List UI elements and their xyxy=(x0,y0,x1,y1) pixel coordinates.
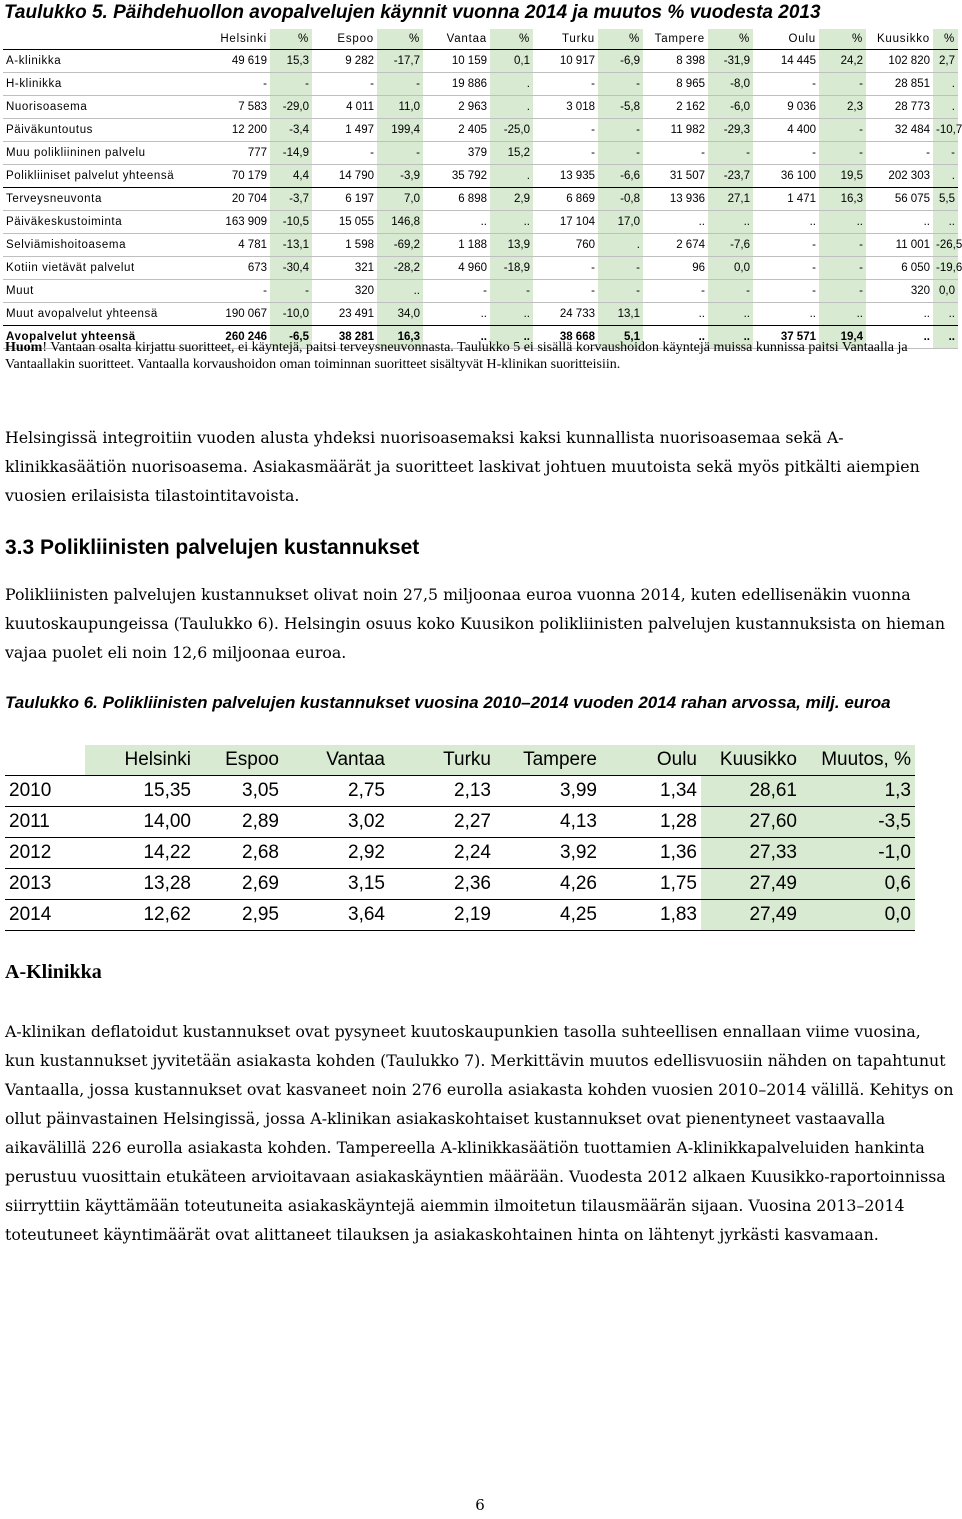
table5-header-cell: % xyxy=(708,29,753,50)
table6-row xyxy=(5,900,915,931)
table5-cell: .. xyxy=(423,211,490,234)
table5-cell: . xyxy=(933,165,958,188)
table6-cell: 4,26 xyxy=(495,869,601,900)
table5-cell: - xyxy=(753,280,819,303)
table5-cell: -6,0 xyxy=(708,96,753,119)
table5-cell: - xyxy=(753,142,819,165)
table5-cell: 5,1 xyxy=(598,326,643,349)
table6-year: 2012 xyxy=(5,838,85,869)
paragraph-youth-stations: Helsingissä integroitiin vuoden alusta yhdeksi nuorisoasemaksi kaksi kunnallista nuorisoasemaa sekä A-klinikkasäätiön nuorisoasema. Asiakasmäärät ja suoritteet laskivat johtuen muutoista sekä myös pitkälti aiempien vuosien erilaisista tilastointitavoista. xyxy=(5,428,920,505)
table5-row-label: Muu polikliininen palvelu xyxy=(3,142,199,165)
table5-cell: - xyxy=(199,280,270,303)
table5-cell: - xyxy=(490,280,533,303)
table6-cell: -1,0 xyxy=(801,838,915,869)
table5-row xyxy=(3,188,958,211)
table5-cell: -14,9 xyxy=(270,142,312,165)
table5-cell: 27,1 xyxy=(708,188,753,211)
table5-cell: 56 075 xyxy=(866,188,933,211)
table5-cell: 16,3 xyxy=(377,326,423,349)
table5-cell: 70 179 xyxy=(199,165,270,188)
table5-header-cell: % xyxy=(819,29,866,50)
table5-body xyxy=(3,50,962,349)
table5-cell: - xyxy=(643,280,708,303)
table5-header-cell: Kuusikko xyxy=(866,29,933,50)
table5-cell: 38 668 xyxy=(533,326,598,349)
table5-row-label: Avopalvelut yhteensä xyxy=(3,326,199,349)
table5-cell: 2 405 xyxy=(423,119,490,142)
table5-cell: 4 960 xyxy=(423,257,490,280)
table5-note xyxy=(5,339,955,373)
table5-row xyxy=(3,165,958,188)
table6-header-row xyxy=(5,745,915,776)
table6-year: 2010 xyxy=(5,776,85,807)
table5-cell: 3 018 xyxy=(533,96,598,119)
table5-cell: - xyxy=(753,257,819,280)
table5-cell: 34,0 xyxy=(377,303,423,326)
table6-cell: 3,02 xyxy=(283,807,389,838)
table5-cell: - xyxy=(312,142,377,165)
table6-cell: 4,13 xyxy=(495,807,601,838)
table6-cell: 1,75 xyxy=(601,869,701,900)
table5-cell: 9 036 xyxy=(753,96,819,119)
table6-cell: 27,33 xyxy=(701,838,801,869)
table5-cell: - xyxy=(312,73,377,96)
table5-cell: 199,4 xyxy=(377,119,423,142)
table5-cell: 28 851 xyxy=(866,73,933,96)
table5-cell: -28,2 xyxy=(377,257,423,280)
table6-cell: 2,13 xyxy=(389,776,495,807)
table5-cell: -5,8 xyxy=(598,96,643,119)
table5-cell: - xyxy=(819,142,866,165)
table6-cell: 4,25 xyxy=(495,900,601,931)
table5-cell: . xyxy=(933,96,958,119)
table5-cell: .. xyxy=(490,303,533,326)
table6-year: 2014 xyxy=(5,900,85,931)
table5-cell: .. xyxy=(643,303,708,326)
table5-cell: - xyxy=(423,280,490,303)
table5-header-cell: % xyxy=(490,29,533,50)
table5-cell: 11 001 xyxy=(866,234,933,257)
table5-cell: 379 xyxy=(423,142,490,165)
table6-cell: 1,28 xyxy=(601,807,701,838)
table5-cell: 1 471 xyxy=(753,188,819,211)
table5-cell: - xyxy=(377,73,423,96)
table5-cell: .. xyxy=(819,303,866,326)
table5-cell: 23 491 xyxy=(312,303,377,326)
table5-cell: -31,9 xyxy=(708,50,753,73)
table5-cell: - xyxy=(708,142,753,165)
table5-header-cell: Espoo xyxy=(312,29,377,50)
table6-header-cell: Vantaa xyxy=(283,745,389,776)
table5-cell: 0,1 xyxy=(490,50,533,73)
table5-cell: 6 050 xyxy=(866,257,933,280)
table5-row-label: A-klinikka xyxy=(3,50,199,73)
table5-cell: .. xyxy=(490,211,533,234)
table5-row-label: H-klinikka xyxy=(3,73,199,96)
table5-cell: .. xyxy=(708,303,753,326)
table5-cell: . xyxy=(490,73,533,96)
table6-cell: 2,24 xyxy=(389,838,495,869)
table5-cell: .. xyxy=(708,211,753,234)
table5-cell: - xyxy=(533,257,598,280)
table5-cell: - xyxy=(598,257,643,280)
table5-cell: - xyxy=(866,142,933,165)
table5-cell: .. xyxy=(643,211,708,234)
table5-cell: .. xyxy=(753,211,819,234)
table5-cell: - xyxy=(533,280,598,303)
table6-cell: -3,5 xyxy=(801,807,915,838)
table6-header-cell: Turku xyxy=(389,745,495,776)
table6-cell: 2,75 xyxy=(283,776,389,807)
table5-cell: -10,5 xyxy=(270,211,312,234)
table6-cell: 13,28 xyxy=(85,869,195,900)
table6-row xyxy=(5,776,915,807)
table5-row xyxy=(3,211,958,234)
table5-cell: .. xyxy=(819,211,866,234)
table5-cell: .. xyxy=(423,326,490,349)
table5-cell: - xyxy=(819,234,866,257)
table5-cell: - xyxy=(643,142,708,165)
table5-row-label: Selviämishoitoasema xyxy=(3,234,199,257)
table6-year: 2011 xyxy=(5,807,85,838)
table5-cell: 6 869 xyxy=(533,188,598,211)
table5-cell: .. xyxy=(423,303,490,326)
table5-row xyxy=(3,303,958,326)
table5-cell: - xyxy=(819,257,866,280)
table5-cell: 190 067 xyxy=(199,303,270,326)
table6-cell: 1,3 xyxy=(801,776,915,807)
note-text: ! Vantaan osalta kirjattu suoritteet, ei käyntejä, paitsi terveysneuvonnasta. Taulukko 5 ei sisällä korvaushoidon käyntejä muissa kunnissa paitsi Vantaalla ja Vantaallakin suoritteet. Vantaalla korvaushoidon oman toiminnan suoritteet sisältyvät H-klinikan suoritteisiin. xyxy=(5,340,908,372)
table6-cell: 28,61 xyxy=(701,776,801,807)
table6-header-cell: Oulu xyxy=(601,745,701,776)
table5-cell: 777 xyxy=(199,142,270,165)
table6-row xyxy=(5,869,915,900)
paragraph-costs: Polikliinisten palvelujen kustannukset olivat noin 27,5 miljoonaa euroa vuonna 2014, kuten edellisenäkin vuonna kuutoskaupungeissa (Taulukko 6). Helsingin osuus koko Kuusikon polikliinisten palvelujen kustannuksista on hieman vajaa puolet eli noin 12,6 miljoonaa euroa. xyxy=(5,585,946,662)
table5-cell: -0,8 xyxy=(598,188,643,211)
table6-header-cell: Kuusikko xyxy=(701,745,801,776)
table5-cell: - xyxy=(708,280,753,303)
table5-header-cell: % xyxy=(270,29,312,50)
table5-cell: -30,4 xyxy=(270,257,312,280)
table6-row xyxy=(5,807,915,838)
table5-cell: 102 820 xyxy=(866,50,933,73)
table5-cell: 15,2 xyxy=(490,142,533,165)
table5-cell: 96 xyxy=(643,257,708,280)
table5-cell: 260 246 xyxy=(199,326,270,349)
table5-row xyxy=(3,50,958,73)
table5-cell: 17 104 xyxy=(533,211,598,234)
table5-cell: - xyxy=(598,73,643,96)
table6-cell: 27,60 xyxy=(701,807,801,838)
table5-header-cell: Tampere xyxy=(643,29,708,50)
table6-cell: 2,92 xyxy=(283,838,389,869)
table5-cell: 1 598 xyxy=(312,234,377,257)
table6-cell: 2,89 xyxy=(195,807,283,838)
table5-cell: - xyxy=(598,119,643,142)
table5-cell: 13 935 xyxy=(533,165,598,188)
table5-cell: -6,5 xyxy=(270,326,312,349)
table5-cell: -25,0 xyxy=(490,119,533,142)
table5-cell: 320 xyxy=(312,280,377,303)
table6-header-cell: Helsinki xyxy=(85,745,195,776)
table5-cell: .. xyxy=(933,211,958,234)
table5-cell: 15,3 xyxy=(270,50,312,73)
table5-cell: - xyxy=(199,73,270,96)
table5-header-row xyxy=(3,29,958,50)
table5-cell: 321 xyxy=(312,257,377,280)
table5-row-label: Polikliiniset palvelut yhteensä xyxy=(3,165,199,188)
table5-cell: 4,4 xyxy=(270,165,312,188)
table5-cell: - xyxy=(753,234,819,257)
table5-row-label: Terveysneuvonta xyxy=(3,188,199,211)
table6-body xyxy=(5,776,915,931)
table5-row-label: Muut avopalvelut yhteensä xyxy=(3,303,199,326)
table5-cell: 2 674 xyxy=(643,234,708,257)
table5-cell: 32 484 xyxy=(866,119,933,142)
table5-cell: 202 303 xyxy=(866,165,933,188)
table5-cell: .. xyxy=(866,326,933,349)
table6-cell: 0,0 xyxy=(801,900,915,931)
table5-cell: 760 xyxy=(533,234,598,257)
table5-header-cell: % xyxy=(598,29,643,50)
table6-cell: 27,49 xyxy=(701,900,801,931)
table5-cell: 146,8 xyxy=(377,211,423,234)
table6-cell: 3,64 xyxy=(283,900,389,931)
table5-cell: -8,0 xyxy=(708,73,753,96)
table6-cell: 2,68 xyxy=(195,838,283,869)
table5-cell: - xyxy=(819,119,866,142)
table5-header-cell: Oulu xyxy=(753,29,819,50)
table6-cell: 14,22 xyxy=(85,838,195,869)
table5-cell: - xyxy=(933,142,958,165)
table5-cell: .. xyxy=(866,211,933,234)
table5-cell: 24 733 xyxy=(533,303,598,326)
a-klinikka-heading: A-Klinikka xyxy=(5,961,102,983)
table5-cell: 11,0 xyxy=(377,96,423,119)
paragraph-a-klinikka: A-klinikan deflatoidut kustannukset ovat pysyneet kuutoskaupunkien tasolla suhteellisen ennallaan viime vuosina, kun kustannukset jyvitetään asiakasta kohden (Taulukko 7). Merkittävin muutos edellisvuosiin nähden on tapahtunut Vantaalla, jossa kustannukset ovat kasvaneet noin 276 eurolla asiakasta kohden vuosien 2010–2014 välillä. Kehitys on ollut päinvastainen Helsingissä, jossa A-klinikan asiakaskohtaiset kustannukset ovat pienentyneet vastaavalla aikavälillä 226 eurolla asiakasta kohden. Tampereella A-klinikkasäätiön tuottamien A-klinikkapalveluiden hankinta perustuu vuosittain etukäteen arvioitavaan asiakaskäyntien määrään. Vuodesta 2012 alkaen Kuusikko-raportoinnissa siirryttiin käyttämään toteutuneita asiakaskäyntejä aiemmin ilmoitetun tilausmäärän sijaan. Vuosina 2013–2014 toteutuneet käyntimäärät ovat alittaneet tilauksen ja asiakaskohtainen hinta on lähtenyt jyrkästi kasvamaan. xyxy=(5,1022,954,1244)
table5-cell: 28 773 xyxy=(866,96,933,119)
table5-cell: .. xyxy=(708,326,753,349)
table5-row-label: Muut xyxy=(3,280,199,303)
table5-cell: 320 xyxy=(866,280,933,303)
table5-cell: 2,3 xyxy=(819,96,866,119)
table6-cell: 2,19 xyxy=(389,900,495,931)
note-label: Huom xyxy=(5,340,43,355)
table5-cell: 13,9 xyxy=(490,234,533,257)
table6-year: 2013 xyxy=(5,869,85,900)
table5-cell: 4 011 xyxy=(312,96,377,119)
table5-cell: 8 965 xyxy=(643,73,708,96)
table5-row xyxy=(3,96,958,119)
table5-cell: 13,1 xyxy=(598,303,643,326)
table5-cell: - xyxy=(270,73,312,96)
table5-cell: 10 159 xyxy=(423,50,490,73)
table5-cell: - xyxy=(598,280,643,303)
table5-cell: 35 792 xyxy=(423,165,490,188)
table6-cell: 1,83 xyxy=(601,900,701,931)
table5-cell: 19,4 xyxy=(819,326,866,349)
table5-cell: -19,6 xyxy=(933,257,958,280)
table6-header-cell: Espoo xyxy=(195,745,283,776)
table5-cell: 0,0 xyxy=(708,257,753,280)
table6-header-cell xyxy=(5,745,85,776)
table5-header-cell: % xyxy=(377,29,423,50)
table5-cell: - xyxy=(377,142,423,165)
table6-cell: 2,27 xyxy=(389,807,495,838)
table5-cell: 10 917 xyxy=(533,50,598,73)
table5-cell: - xyxy=(598,142,643,165)
table5-cell: - xyxy=(533,119,598,142)
table6-cell: 15,35 xyxy=(85,776,195,807)
table5-cell: .. xyxy=(933,326,958,349)
table5-cell: 8 398 xyxy=(643,50,708,73)
table5-cell: -3,4 xyxy=(270,119,312,142)
table5-header-cell: Vantaa xyxy=(423,29,490,50)
table5-cell: .. xyxy=(933,303,958,326)
table5-cell: . xyxy=(598,234,643,257)
table5-cell: 14 790 xyxy=(312,165,377,188)
table5-cell: 15 055 xyxy=(312,211,377,234)
table5-cell: - xyxy=(753,73,819,96)
table5 xyxy=(3,29,962,349)
table5-cell: -18,9 xyxy=(490,257,533,280)
table5-cell: - xyxy=(533,142,598,165)
table5-row-label: Päiväkeskustoiminta xyxy=(3,211,199,234)
table5-cell: . xyxy=(933,73,958,96)
table6-cell: 2,95 xyxy=(195,900,283,931)
page-number: 6 xyxy=(475,1496,485,1514)
table5-cell: 7,0 xyxy=(377,188,423,211)
table5-cell: -10,0 xyxy=(270,303,312,326)
table5-header-cell: Turku xyxy=(533,29,598,50)
table5-cell: .. xyxy=(377,280,423,303)
table5-cell: .. xyxy=(866,303,933,326)
table6-caption: Taulukko 6. Polikliinisten palvelujen kustannukset vuosina 2010–2014 vuoden 2014 rahan arvossa, milj. euroa xyxy=(5,693,891,712)
table5-cell: - xyxy=(270,280,312,303)
table5-cell: 2 162 xyxy=(643,96,708,119)
table6-cell: 3,92 xyxy=(495,838,601,869)
table5-cell: 4 781 xyxy=(199,234,270,257)
table5-cell: 37 571 xyxy=(753,326,819,349)
table5-row-label: Kotiin vietävät palvelut xyxy=(3,257,199,280)
table5-cell: 49 619 xyxy=(199,50,270,73)
table5-cell: -10,7 xyxy=(933,119,958,142)
table5-cell: -13,1 xyxy=(270,234,312,257)
table5-row xyxy=(3,234,958,257)
table6-header-cell: Muutos, % xyxy=(801,745,915,776)
table6-cell: 3,99 xyxy=(495,776,601,807)
table5-cell: 36 100 xyxy=(753,165,819,188)
table5-cell: . xyxy=(490,165,533,188)
table5-cell: -6,6 xyxy=(598,165,643,188)
table6-row xyxy=(5,838,915,869)
table5-cell: 13 936 xyxy=(643,188,708,211)
table5-cell: - xyxy=(533,73,598,96)
table5-cell: 163 909 xyxy=(199,211,270,234)
table5-row-label: Päiväkuntoutus xyxy=(3,119,199,142)
table6-header-cell: Tampere xyxy=(495,745,601,776)
table5-row xyxy=(3,119,958,142)
table5-cell: . xyxy=(490,96,533,119)
table5-cell: 38 281 xyxy=(312,326,377,349)
table5-caption: Taulukko 5. Päihdehuollon avopalvelujen käynnit vuonna 2014 ja muutos % vuodesta 2013 xyxy=(4,2,821,23)
table6-cell: 1,36 xyxy=(601,838,701,869)
table5-cell: 17,0 xyxy=(598,211,643,234)
table5-cell: -23,7 xyxy=(708,165,753,188)
table5-row xyxy=(3,280,958,303)
table5-cell: 1 188 xyxy=(423,234,490,257)
table5-cell: 673 xyxy=(199,257,270,280)
table5-cell: 14 445 xyxy=(753,50,819,73)
table5-cell: 20 704 xyxy=(199,188,270,211)
table5-cell: 5,5 xyxy=(933,188,958,211)
table5-header-cell: % xyxy=(933,29,958,50)
table5-cell: 12 200 xyxy=(199,119,270,142)
table5-cell: 2 963 xyxy=(423,96,490,119)
table5-cell: 16,3 xyxy=(819,188,866,211)
table5-cell: 19 886 xyxy=(423,73,490,96)
table5-cell: 0,0 xyxy=(933,280,958,303)
table5-cell: - xyxy=(819,73,866,96)
table5-header-cell xyxy=(3,29,199,50)
table5-cell: .. xyxy=(643,326,708,349)
table5-header-cell: Helsinki xyxy=(199,29,270,50)
section-heading: 3.3 Polikliinisten palvelujen kustannukset xyxy=(5,536,420,559)
table6-cell: 27,49 xyxy=(701,869,801,900)
table5-cell: -6,9 xyxy=(598,50,643,73)
table5-cell: 24,2 xyxy=(819,50,866,73)
table6-cell: 2,69 xyxy=(195,869,283,900)
table5-cell: 1 497 xyxy=(312,119,377,142)
table6-cell: 3,15 xyxy=(283,869,389,900)
table6-cell: 1,34 xyxy=(601,776,701,807)
table6-cell: 12,62 xyxy=(85,900,195,931)
table5-cell: -17,7 xyxy=(377,50,423,73)
table5-row xyxy=(3,73,958,96)
table5-cell: 6 197 xyxy=(312,188,377,211)
table5-cell: -26,5 xyxy=(933,234,958,257)
table6-cell: 2,36 xyxy=(389,869,495,900)
table5-cell: 19,5 xyxy=(819,165,866,188)
table5-row xyxy=(3,257,958,280)
table5-cell: -7,6 xyxy=(708,234,753,257)
table5-row xyxy=(3,142,958,165)
table5-cell: -3,7 xyxy=(270,188,312,211)
table5-cell: 2,9 xyxy=(490,188,533,211)
table6-cell: 14,00 xyxy=(85,807,195,838)
table5-cell: 9 282 xyxy=(312,50,377,73)
table5-cell: .. xyxy=(490,326,533,349)
table5-cell: -29,3 xyxy=(708,119,753,142)
table5-cell: -29,0 xyxy=(270,96,312,119)
table5-cell: -69,2 xyxy=(377,234,423,257)
table5-row-label: Nuorisoasema xyxy=(3,96,199,119)
table5-cell: 7 583 xyxy=(199,96,270,119)
table5-cell: - xyxy=(819,280,866,303)
table5-cell: 6 898 xyxy=(423,188,490,211)
table6 xyxy=(5,745,915,931)
table5-cell: 2,7 xyxy=(933,50,958,73)
table6-cell: 3,05 xyxy=(195,776,283,807)
table5-cell: .. xyxy=(753,303,819,326)
table6-cell: 0,6 xyxy=(801,869,915,900)
table5-cell: 4 400 xyxy=(753,119,819,142)
table5-cell: -3,9 xyxy=(377,165,423,188)
table5-cell: 31 507 xyxy=(643,165,708,188)
table5-cell: 11 982 xyxy=(643,119,708,142)
